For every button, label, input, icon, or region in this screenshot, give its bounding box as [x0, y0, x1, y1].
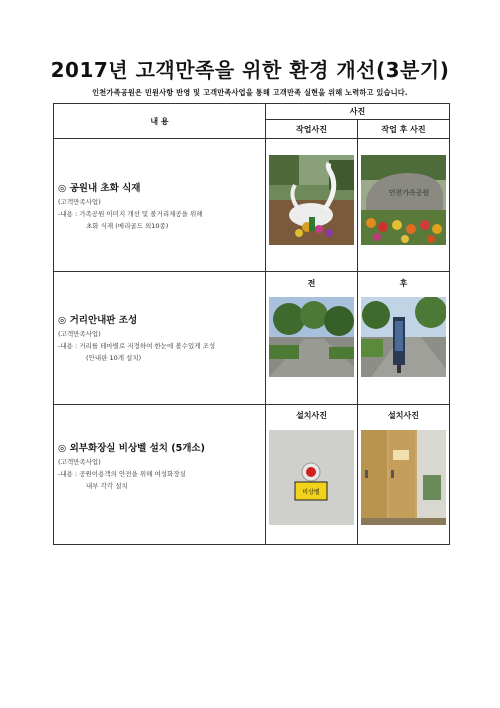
page-subtitle: 인천가족공원은 민원사항 반영 및 고객만족사업을 통해 고객만족 실현을 위해 노력하고 있습니다. — [92, 88, 408, 97]
item-content — [54, 405, 266, 545]
item-description: -내용 : 거리를 테마별로 지정하여 한눈에 볼수있게 조성 — [58, 342, 216, 350]
photo-label-install-2: 설치사진 — [388, 411, 419, 420]
photo-cell-before — [266, 139, 358, 272]
improvement-table — [53, 103, 450, 545]
photo-label-before: 전 — [307, 279, 316, 288]
bell-label-text: 비상벨 — [302, 489, 320, 496]
item-description-cont: 초화 식재 (메리골드 외10종) — [86, 222, 169, 230]
photo-restroom-stalls — [361, 430, 446, 525]
photo-road-sign-after — [361, 297, 446, 377]
item-description: -내용 : 가족공원 이미지 개선 및 볼거리제공을 위해 — [58, 210, 203, 218]
item-description-cont: 내부 각각 설치 — [86, 482, 128, 490]
photo-cell-before — [266, 405, 358, 545]
header-before: 작업사진 — [266, 120, 358, 139]
header-content: 내 용 — [54, 104, 266, 139]
item-title: ◎ 공원내 초화 식재 — [58, 183, 141, 194]
item-content — [54, 272, 266, 405]
item-description-cont: (안내판 10개 설치) — [86, 354, 142, 362]
table-row — [54, 405, 450, 545]
item-description: -내용 : 공원이용객의 안전을 위해 여성화장실 — [58, 470, 186, 478]
page-title: 2017년 고객만족을 위한 환경 개선(3분기) — [50, 58, 450, 82]
photo-cell-after — [358, 272, 450, 405]
photo-cell-after — [358, 405, 450, 545]
header-after: 작업 후 사진 — [358, 120, 450, 139]
sign-text: 인천가족공원 — [388, 189, 430, 197]
header-photo: 사진 — [266, 104, 450, 120]
photo-label-install-1: 설치사진 — [296, 411, 327, 420]
item-category: (고객만족사업) — [58, 458, 101, 466]
table-row — [54, 272, 450, 405]
item-category: (고객만족사업) — [58, 330, 101, 338]
item-content — [54, 139, 266, 272]
photo-park-sign-flowers — [361, 155, 446, 245]
photo-cell-after — [358, 139, 450, 272]
photo-cell-before — [266, 272, 358, 405]
item-category: (고객만족사업) — [58, 198, 101, 206]
item-title: ◎ 외부화장실 비상벨 설치 (5개소) — [58, 443, 205, 454]
photo-label-after: 후 — [399, 279, 408, 288]
photo-emergency-bell — [269, 430, 354, 525]
photo-road-before — [269, 297, 354, 377]
table-row — [54, 139, 450, 272]
photo-swan-planting — [269, 155, 354, 245]
item-title: ◎ 거리안내판 조성 — [58, 315, 138, 326]
